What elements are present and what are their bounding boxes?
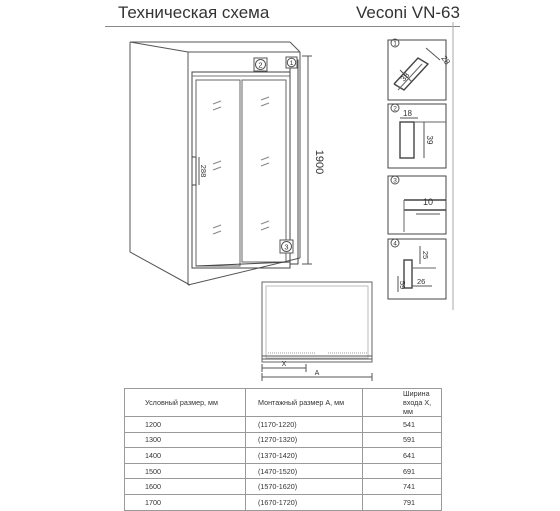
table-cell: 1200 [125,417,246,433]
svg-text:3: 3 [284,242,289,252]
svg-text:10: 10 [423,197,434,207]
plan-view [262,282,372,381]
svg-text:2: 2 [258,60,263,70]
detail-2 [388,104,446,168]
left-wall-edge [130,42,190,285]
callout-2 [254,58,267,71]
table-row [125,479,442,495]
sliding-panel [242,80,289,262]
callout-1 [286,57,297,68]
table-header-row [125,389,442,417]
header-cell: Монтажный размер А, мм [246,389,363,417]
svg-text:4: 4 [393,240,397,248]
svg-text:18: 18 [403,109,412,118]
svg-text:59: 59 [398,280,407,290]
svg-text:38: 38 [398,70,412,84]
svg-text:26: 26 [417,277,426,286]
x-label: X [281,361,287,368]
height-label: 1900 [313,149,325,175]
wall-profile [290,60,298,264]
detail-4 [388,239,446,299]
header-cell: Ширина входа Х, мм [363,389,442,417]
table-cell: (1470-1520) [246,463,363,479]
header-cell: Условный размер, мм [125,389,246,417]
table-cell: (1670-1720) [246,494,363,510]
table-row [125,432,442,448]
table-cell: 691 [363,463,442,479]
svg-text:1: 1 [393,40,397,48]
detail-1 [388,39,452,100]
svg-text:2: 2 [393,105,397,113]
svg-text:28: 28 [439,53,452,67]
height-dimension [302,56,312,264]
table-row [125,417,442,433]
table-cell: (1370-1420) [246,448,363,464]
svg-text:1: 1 [289,60,294,67]
table-cell: (1270-1320) [246,432,363,448]
table-cell: (1170-1220) [246,417,363,433]
a-label: A [314,370,320,377]
table-cell: 1500 [125,463,246,479]
model-name: Veconi VN-63 [356,3,460,22]
table-cell: 741 [363,479,442,495]
svg-text:3: 3 [393,177,397,185]
svg-text:25: 25 [421,250,430,260]
top-right-edge [290,42,300,52]
table-cell: (1570-1620) [246,479,363,495]
table-row [125,494,442,510]
table-cell: 1400 [125,448,246,464]
handle [192,157,196,185]
table-cell: 641 [363,448,442,464]
table-cell: 1600 [125,479,246,495]
callout-3 [280,240,293,253]
table-cell: 591 [363,432,442,448]
svg-text:39: 39 [425,135,434,145]
size-table [124,388,442,511]
diagram-title: Техническая схема [118,3,270,22]
table-cell: 791 [363,494,442,510]
table-cell: 1300 [125,432,246,448]
handle-label: 288 [199,164,208,178]
table-row [125,463,442,479]
table-cell: 1700 [125,494,246,510]
table-cell: 541 [363,417,442,433]
table-row [125,448,442,464]
top-left-edge [130,42,188,52]
detail-3 [388,176,446,234]
glass-hatch [213,97,269,234]
